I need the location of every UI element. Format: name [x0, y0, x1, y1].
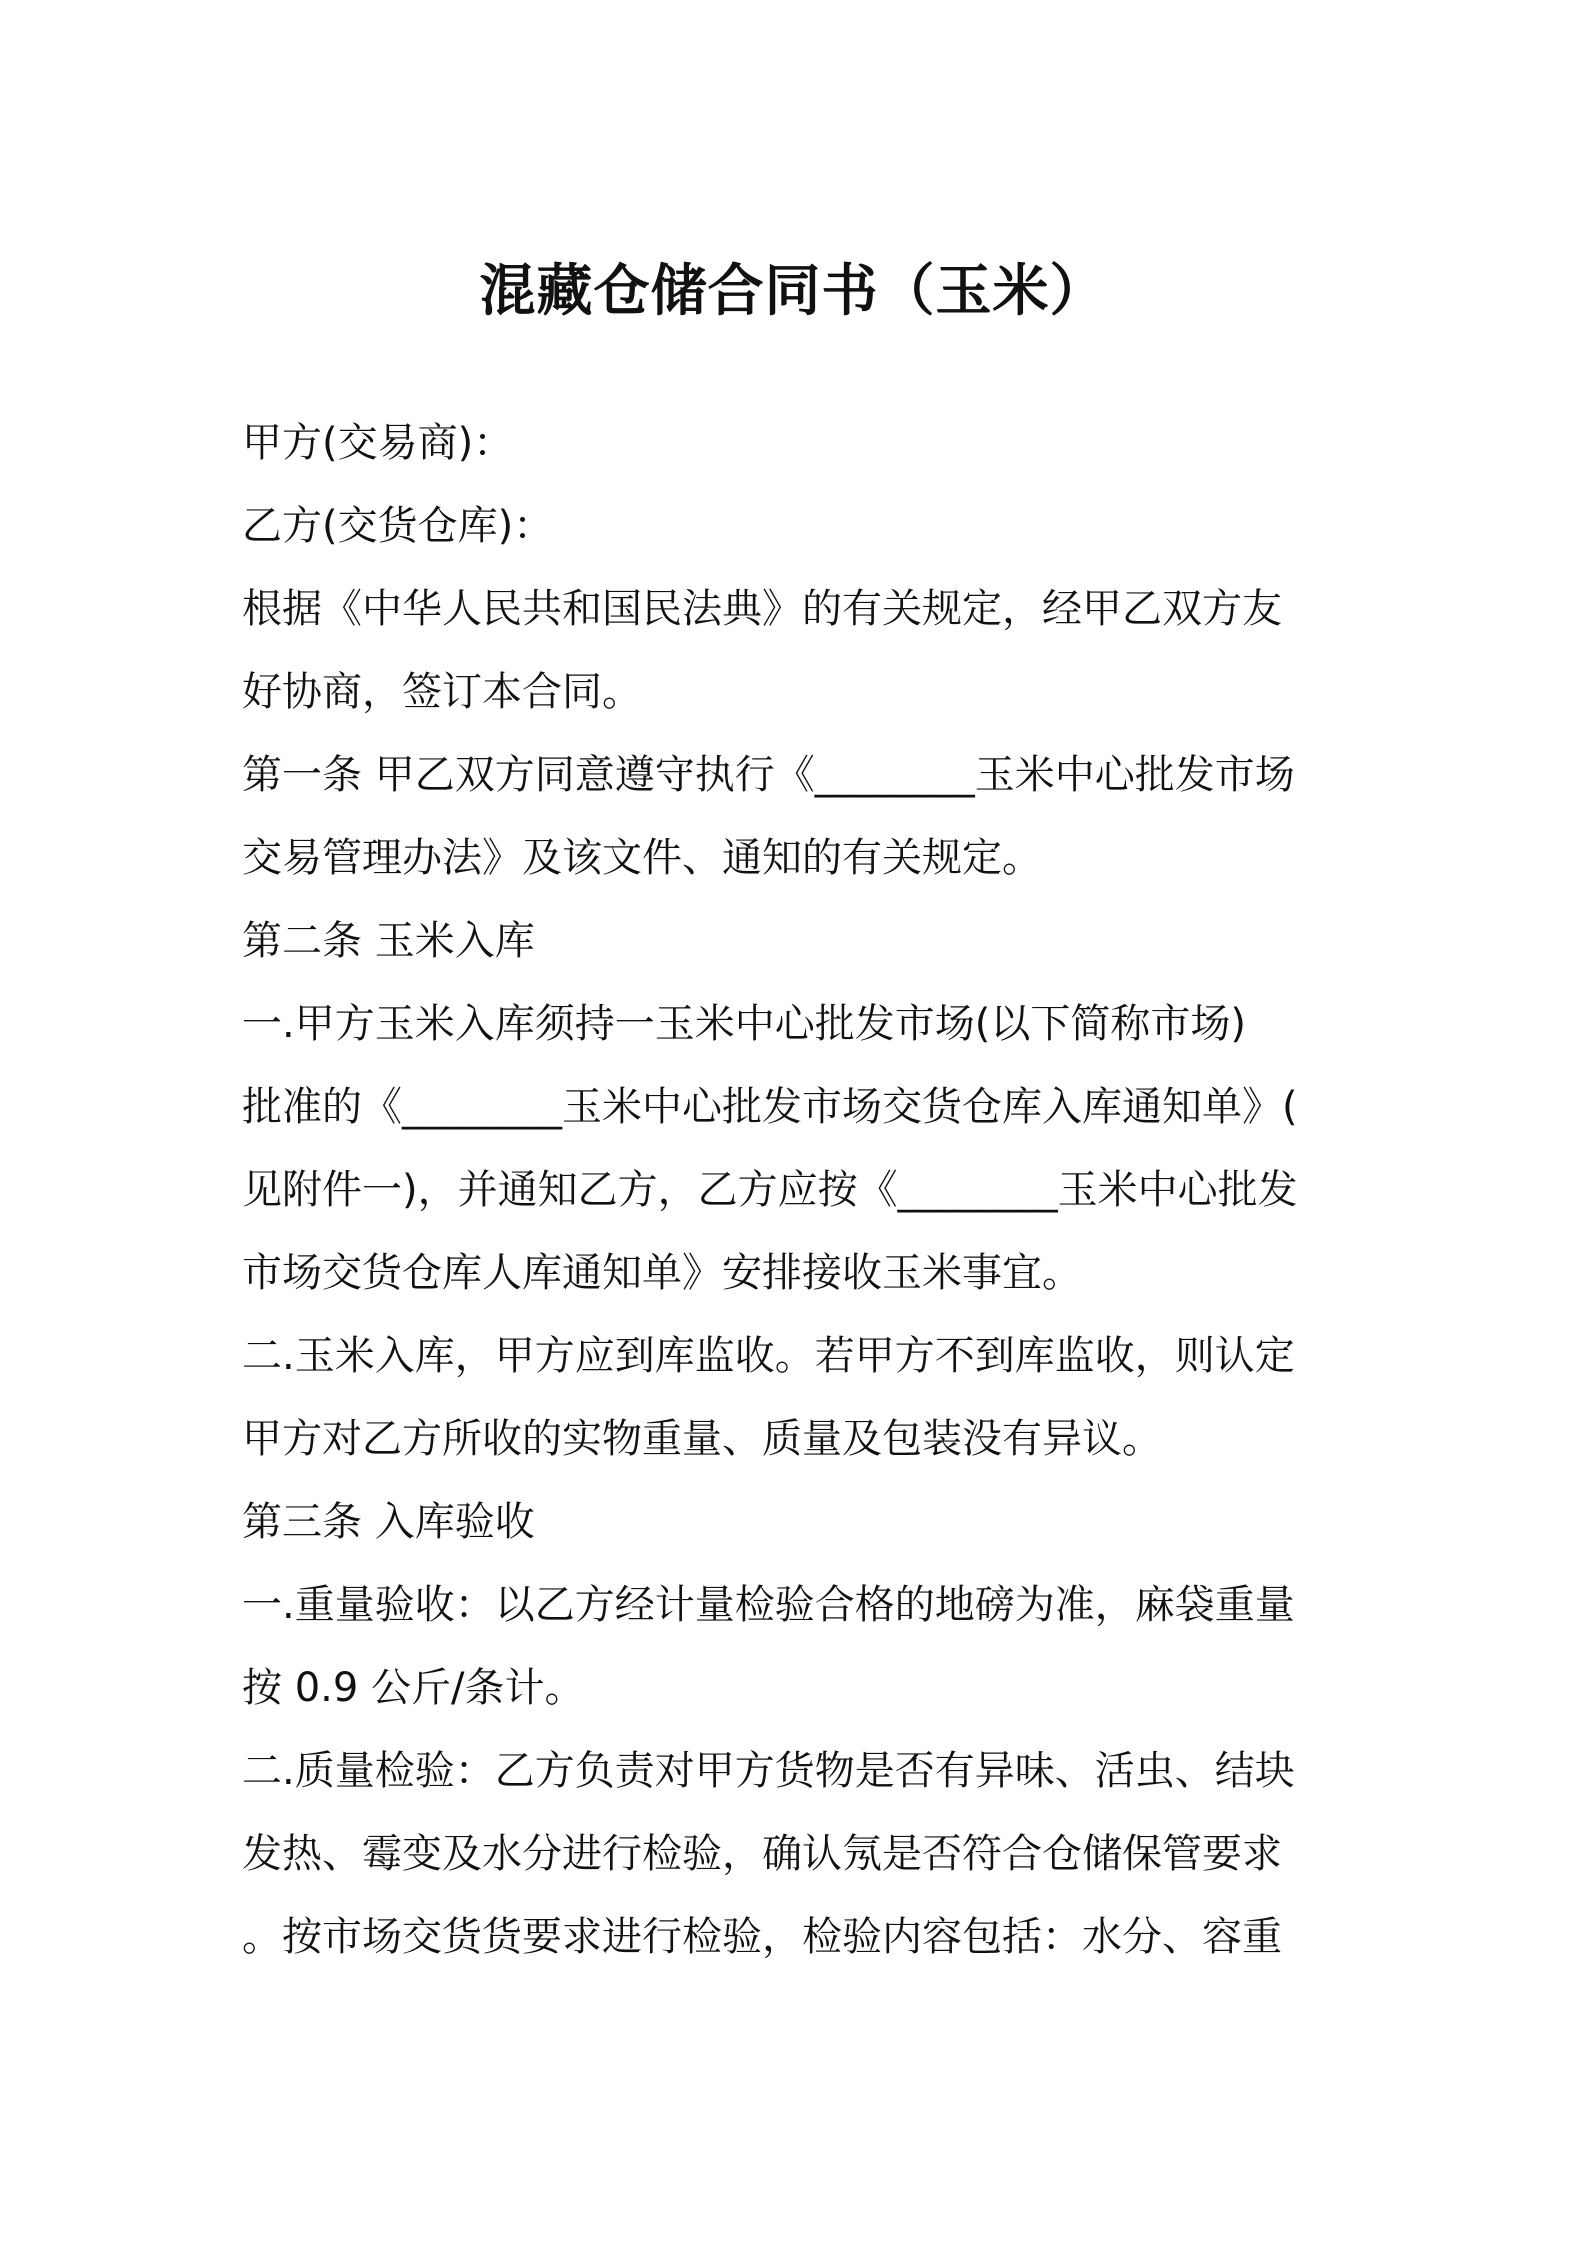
body-line: 。按市场交货货要求进行检验，检验内容包括：水分、容重: [242, 1914, 1282, 1960]
body-line: 一.甲方玉米入库须持一玉米中心批发市场(以下简称市场): [242, 1001, 1246, 1047]
document-title: 混藏仓储合同书（玉米）: [479, 259, 1107, 324]
party-a-line: 甲方(交易商)：: [242, 420, 514, 466]
body-line: 市场交货仓库人库通知单》安排接收玉米事宜。: [242, 1250, 1082, 1296]
body-line: 根据《中华人民共和国民法典》的有关规定，经甲乙双方友: [242, 586, 1282, 632]
body-line: 批准的《________玉米中心批发市场交货仓库入库通知单》(: [242, 1084, 1298, 1130]
article-2-heading: 第二条 玉米入库: [242, 918, 535, 964]
body-line: 交易管理办法》及该文件、通知的有关规定。: [242, 835, 1042, 881]
body-line: 二.玉米入库，甲方应到库监收。若甲方不到库监收，则认定: [242, 1333, 1295, 1379]
document-body: [242, 402, 1352, 1979]
article-3-heading: 第三条 入库验收: [242, 1499, 535, 1545]
article-1-line: 第一条 甲乙双方同意遵守执行《________玉米中心批发市场: [242, 752, 1295, 798]
body-line: 一.重量验收：以乙方经计量检验合格的地磅为准，麻袋重量: [242, 1582, 1295, 1628]
body-line: 甲方对乙方所收的实物重量、质量及包装没有异议。: [242, 1416, 1162, 1462]
party-b-line: 乙方(交货仓库)：: [242, 503, 554, 549]
body-line: 见附件一)，并通知乙方，乙方应按《________玉米中心批发: [242, 1167, 1298, 1213]
body-line: 按 0.9 公斤/条计。: [242, 1665, 585, 1711]
body-line: 二.质量检验：乙方负责对甲方货物是否有异味、活虫、结块: [242, 1748, 1295, 1794]
body-line: 好协商，签订本合同。: [242, 669, 642, 715]
body-line: 发热、霉变及水分进行检验，确认氖是否符合仓储保管要求: [242, 1831, 1282, 1877]
